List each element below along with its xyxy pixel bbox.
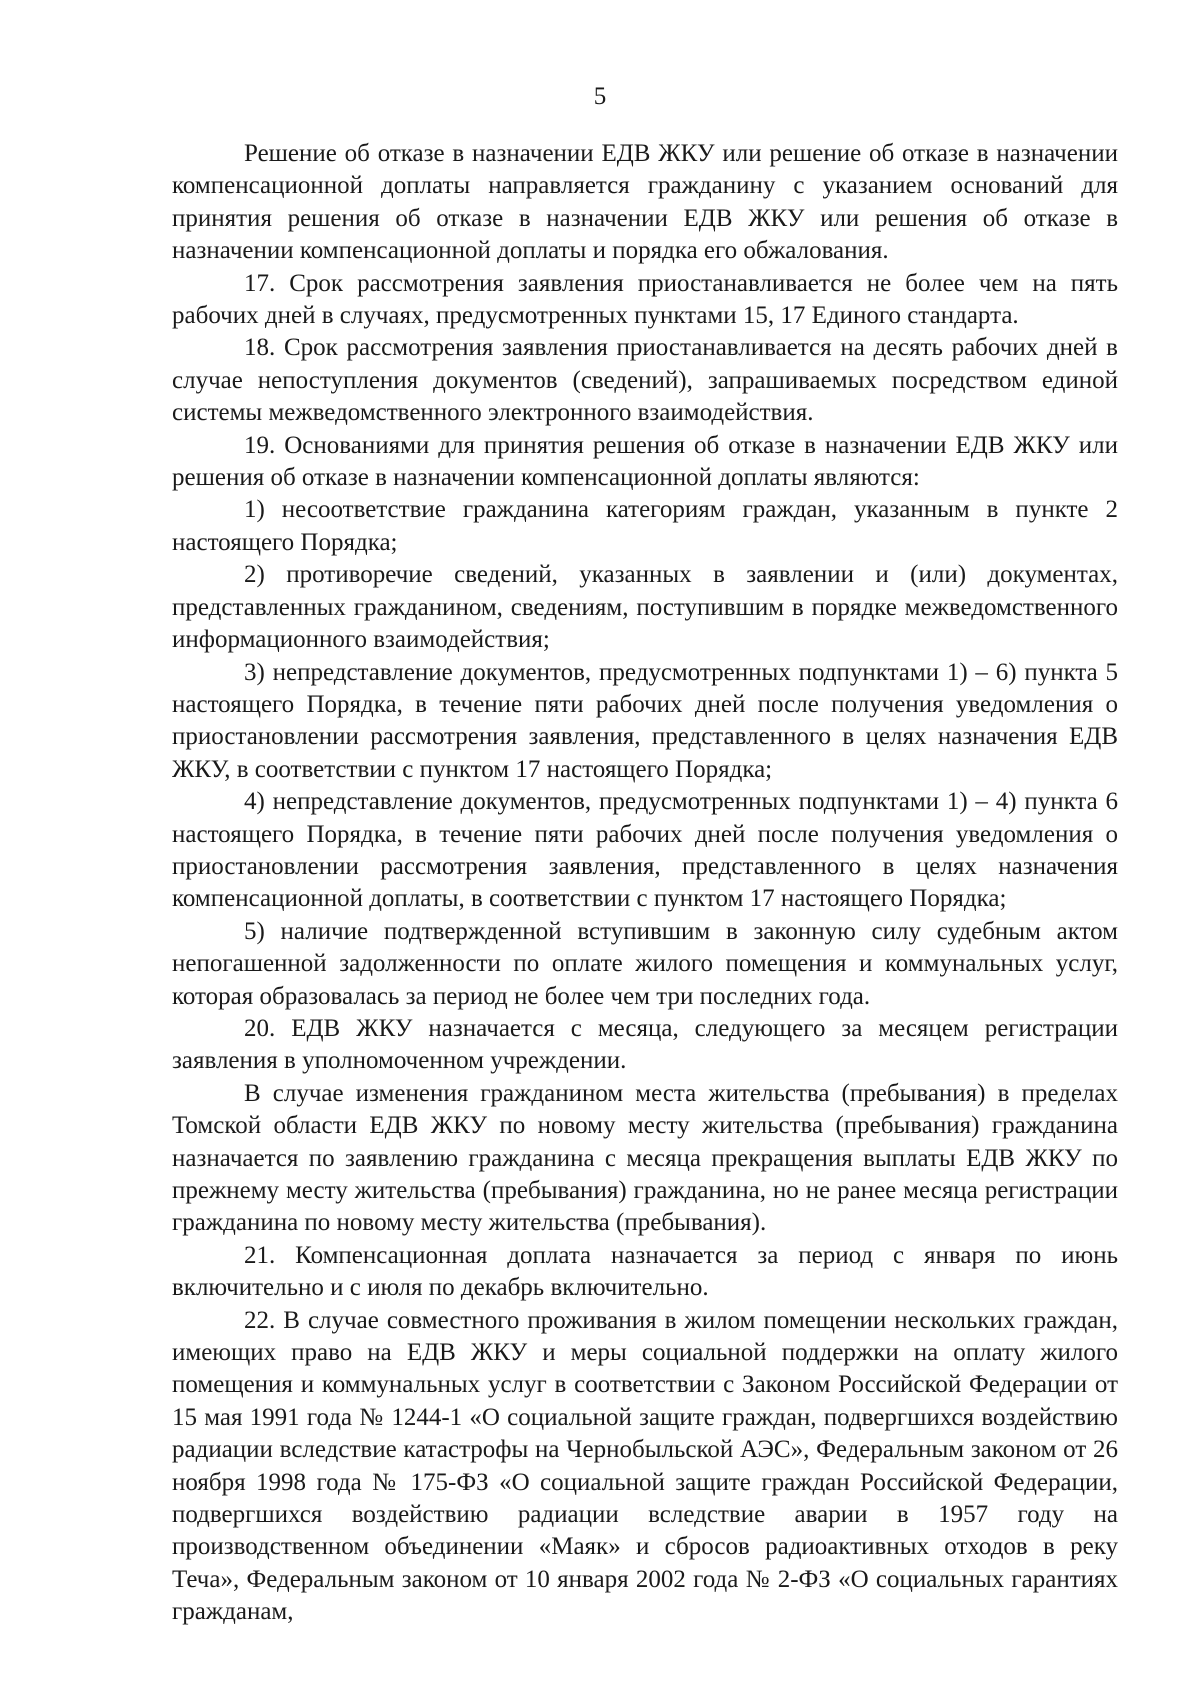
paragraph-item-18: 18. Срок рассмотрения заявления приостанавливается на десять рабочих дней в случае непоступления документов (сведений), запрашиваемых посредством единой системы межведомственного электронного взаимодействия.	[172, 334, 1118, 427]
paragraph-item-19-sub-2: 2) противоречие сведений, указанных в заявлении и (или) документах, представленных гражданином, сведениям, поступившим в порядке межведомственного информационного взаимодействия;	[172, 561, 1118, 654]
document-body	[172, 138, 1118, 1629]
paragraph-item-20: 20. ЕДВ ЖКУ назначается с месяца, следующего за месяцем регистрации заявления в уполномоченном учреждении.	[172, 1014, 1118, 1075]
paragraph-item-19-sub-4: 4) непредставление документов, предусмотренных подпунктами 1) – 4) пункта 6 настоящего Порядка, в течение пяти рабочих дней после получения уведомления о приостановлении рассмотрения заявления, представленного в целях назначения компенсационной доплаты, в соответствии с пунктом 17 настоящего Порядка;	[172, 788, 1118, 913]
paragraph-item-17: 17. Срок рассмотрения заявления приостанавливается не более чем на пять рабочих дней в случаях, предусмотренных пунктами 15, 17 Единого стандарта.	[172, 269, 1118, 330]
page-number: 5	[593, 83, 607, 110]
paragraph-item-19-sub-5: 5) наличие подтвержденной вступившим в законную силу судебным актом непогашенной задолженности по оплате жилого помещения и коммунальных услуг, которая образовалась за период не более чем три последних года.	[172, 917, 1118, 1010]
paragraph-item-20-residence-change: В случае изменения гражданином места жительства (пребывания) в пределах Томской области ЕДВ ЖКУ по новому месту жительства (пребывания) гражданина назначается по заявлению гражданина с месяца прекращения выплаты ЕДВ ЖКУ по прежнему месту жительства (пребывания) гражданина, но не ранее месяца регистрации гражданина по новому месту жительства (пребывания).	[172, 1079, 1118, 1237]
paragraph-refusal-notice: Решение об отказе в назначении ЕДВ ЖКУ или решение об отказе в назначении компенсационной доплаты направляется гражданину с указанием оснований для принятия решения об отказе в назначении ЕДВ ЖКУ или решения об отказе в назначении компенсационной доплаты и порядка его обжалования.	[172, 140, 1118, 265]
paragraph-item-19-sub-3: 3) непредставление документов, предусмотренных подпунктами 1) – 6) пункта 5 настоящего Порядка, в течение пяти рабочих дней после получения уведомления о приостановлении рассмотрения заявления, представленного в целях назначения ЕДВ ЖКУ, в соответствии с пунктом 17 настоящего Порядка;	[172, 658, 1118, 783]
paragraph-item-22: 22. В случае совместного проживания в жилом помещении нескольких граждан, имеющих право на ЕДВ ЖКУ и меры социальной поддержки на оплату жилого помещения и коммунальных услуг в соответствии с Законом Российской Федерации от 15 мая 1991 года № 1244-1 «О социальной защите граждан, подвергшихся воздействию радиации вследствие катастрофы на Чернобыльской АЭС», Федеральным законом от 26 ноября 1998 года № 175-ФЗ «О социальной защите граждан Российской Федерации, подвергшихся воздействию радиации вследствие аварии в 1957 году на производственном объединении «Маяк» и сбросов радиоактивных отходов в реку Теча», Федеральным законом от 10 января 2002 года № 2-ФЗ «О социальных гарантиях гражданам,	[172, 1306, 1118, 1626]
paragraph-item-19-sub-1: 1) несоответствие гражданина категориям граждан, указанным в пункте 2 настоящего Порядка;	[172, 496, 1118, 556]
paragraph-item-21: 21. Компенсационная доплата назначается за период с января по июнь включительно и с июля по декабрь включительно.	[172, 1241, 1118, 1302]
paragraph-item-19: 19. Основаниями для принятия решения об отказе в назначении ЕДВ ЖКУ или решения об отказе в назначении компенсационной доплаты являются:	[172, 431, 1118, 492]
